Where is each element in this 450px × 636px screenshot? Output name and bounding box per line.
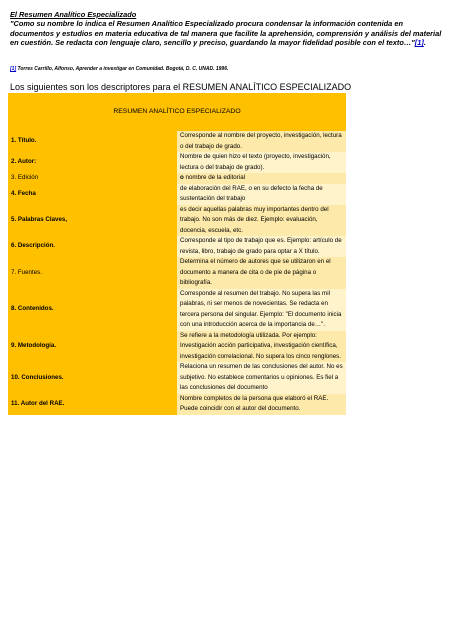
descriptor-description [177,236,346,257]
footnote-link[interactable]: [1] [10,66,17,72]
descriptor-description [177,152,346,173]
reference-link[interactable]: [1] [414,38,424,48]
table-row [8,289,346,331]
descriptor-description [177,257,346,289]
description-text: Determina el número de autores que se utilizaron en el documento a manera de cita o de pie de página o bibliografía. [180,258,331,286]
table-header-row [8,93,346,131]
table-row [8,184,346,205]
description-text: Corresponde al resumen del trabajo. No supera las mil palabras, ni ser menos de novecientas. Se redacta en tercera persona del singular. Ejemplo: "El documento inicia con una introducción acerca de la importancia de…". [180,289,342,328]
descriptor-label: 8. Contenidos. [8,289,177,331]
descriptor-label: 11. Autor del RAE. [8,394,177,415]
descriptor-description [177,205,346,237]
description-text: Nombre de quien hizo el texto (proyecto, investigación, lectura o del trabajo de grado). [180,153,331,171]
description-text: Corresponde al tipo de trabajo que es. Ejemplo: artículo de revista, libro, trabajo de grado para optar a X título. [180,237,342,255]
descriptor-description [177,131,346,152]
table-row [8,257,346,289]
descriptor-description [177,173,346,184]
intro-quote: "Como su nombre lo indica el Resumen Analítico Especializado procura condensar la información contenida en documentos y estudios en materia educativa de tal manera que facilite la aprehensión, comprensión y análisis del material en cuestión. Se redacta con lenguaje claro, sencillo y preciso, guardando la mayor fidelidad posible con el texto…" [10,19,442,48]
table-row [8,236,346,257]
descriptor-label: 4. Fecha [8,184,177,205]
table-row [8,131,346,152]
descriptor-description [177,362,346,394]
descriptor-description [177,289,346,331]
description-text: de elaboración del RAE, o en su defecto la fecha de sustentación del trabajo [180,184,323,202]
description-text: Se refiere a la metodología utilizada. Por ejemplo: Investigación acción participativa, investigación científica, investigación correlacional. No supera los cinco renglones. [180,331,341,360]
table-row [8,173,346,184]
table-row [8,331,346,363]
table-row [8,394,346,415]
descriptor-label: 5. Palabras Claves, [8,205,177,237]
descriptor-label: 1. Título. [8,131,177,152]
intro-quote-paragraph [10,19,442,47]
intro-title: El Resumen Analítico Especializado [10,10,137,19]
description-text: Corresponde al nombre del proyecto, investigación, lectura o del trabajo de grado. [180,132,342,150]
footnote-text: Torres Carrillo, Alfonso, Aprender a investigar en Comunidad. Bogotá, D. C. UNAD. 1996. [16,66,229,72]
table-header: RESUMEN ANALÍTICO ESPECIALIZADO [8,93,346,131]
descriptor-label: 9. Metodología. [8,331,177,363]
rae-table [8,93,346,415]
descriptor-label: 3. Edición [8,173,177,184]
descriptor-description [177,184,346,205]
descriptor-label: 2. Autor: [8,152,177,173]
descriptor-label: 7. Fuentes. [8,257,177,289]
table-row [8,152,346,173]
section-heading: Los siguientes son los descriptores para el RESUMEN ANALÍTICO ESPECIALIZADO [10,82,352,92]
table-row [8,362,346,394]
footnote [10,66,440,72]
description-text: Nombre completos de la persona que elaboró el RAE. Puede coincidir con el autor del documento. [180,394,329,412]
intro-block [10,10,442,48]
descriptor-description [177,331,346,363]
description-text: Relaciona un resumen de las conclusiones del autor. No es subjetivo. No establece comentarios u opiniones. Es fiel a las conclusiones del documento [180,363,343,391]
description-text: es decir aquellas palabras muy importantes dentro del trabajo. No son más de diez. Ejemplo: evaluación, docencia, escuela, etc. [180,205,329,234]
descriptor-description [177,394,346,415]
description-bold: o [180,174,184,181]
descriptor-label: 10. Conclusiones. [8,362,177,394]
descriptor-label: 6. Descripción. [8,236,177,257]
intro-end: . [423,38,426,48]
table-row [8,205,346,237]
description-text: nombre de la editorial [183,174,246,181]
